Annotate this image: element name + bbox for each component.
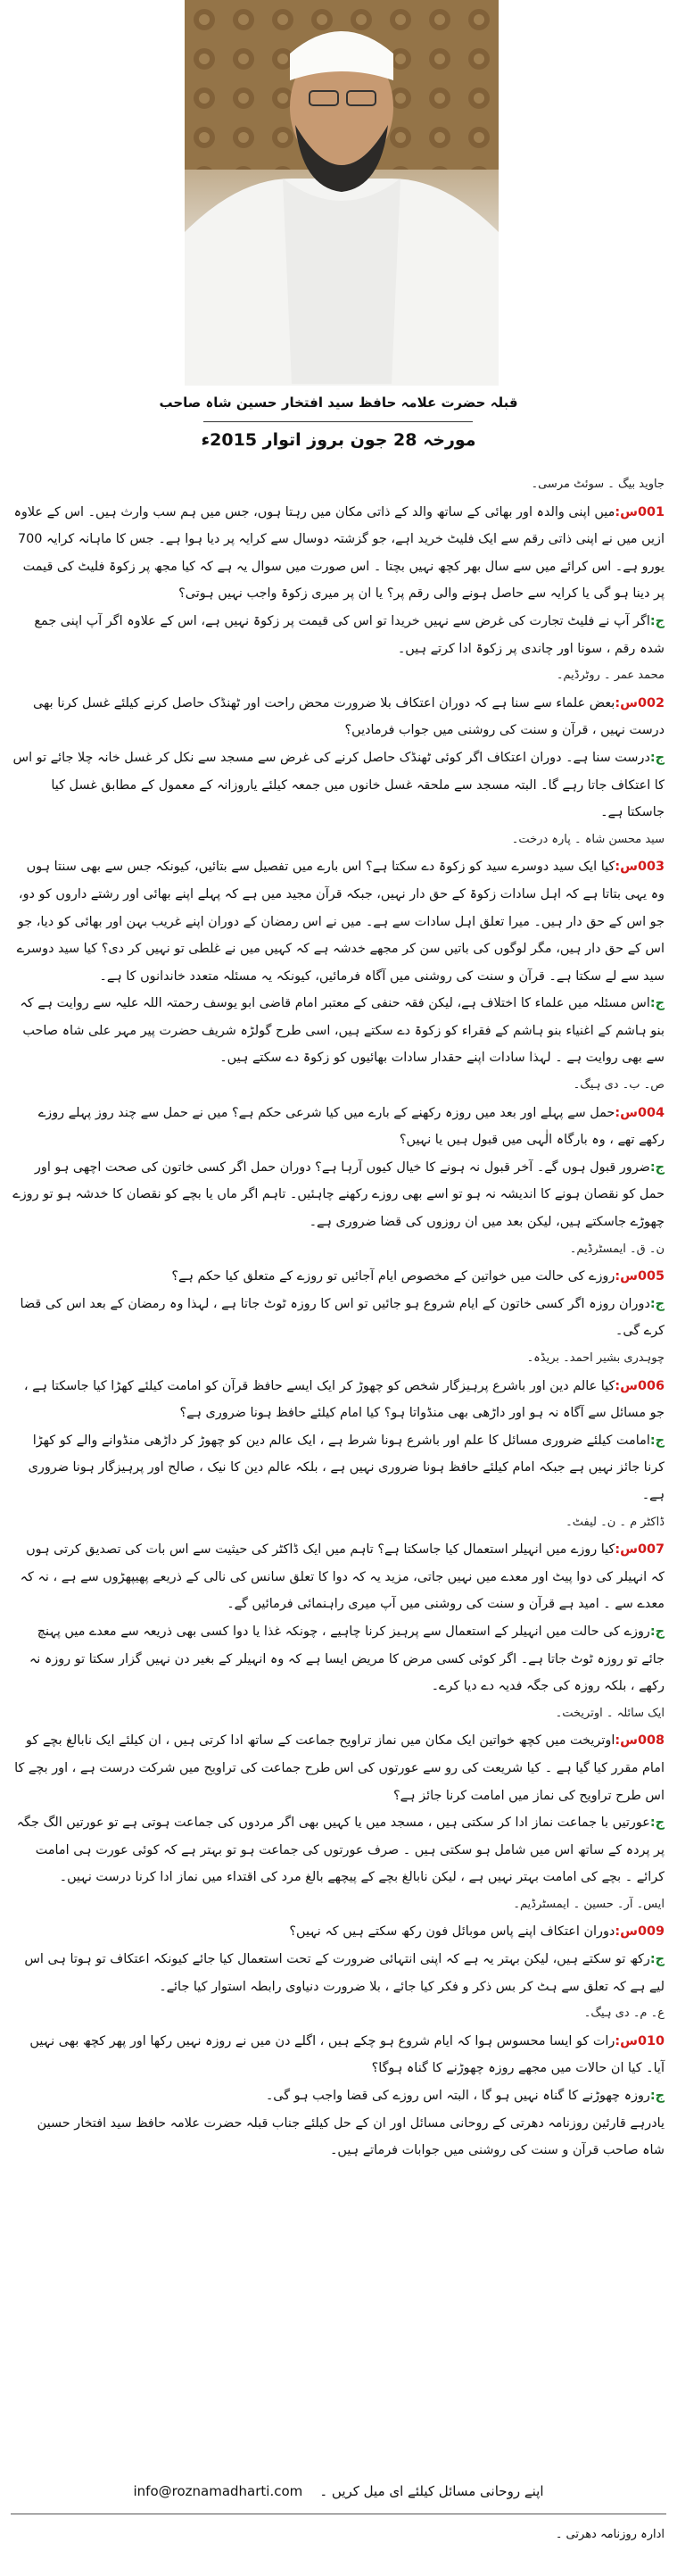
answer-text: ضرور قبول ہوں گے۔ آخر قبول نہ ہونے کا خیال کیوں آرہا ہے؟ دوران حمل اگر کسی خاتون کی صحت اچھی ہو اور حمل کو نقصان ہونے کا اندیشہ نہ ہو تو اسے بھی روزے رکھنے چاہئیں۔ تاہم اگر ماں یا بچے کو نقصان کا خدشہ ہو تو روزے چھوڑے جاسکتے ہیں، لیکن بعد میں ان روزوں کی قضا ضروری ہے۔ <box>12 1159 665 1230</box>
question-paragraph <box>12 1373 665 1427</box>
answer-prefix: ج: <box>649 2089 665 2104</box>
question-paragraph <box>12 1536 665 1618</box>
question-paragraph <box>12 853 665 990</box>
answer-text: امامت کیلئے ضروری مسائل کا علم اور باشرع ہونا شرط ہے ، ایک عالم دین کو چھوڑ کر داڑھی منڈوانے والے کو کھڑا کرنا جائز نہیں ہے جبکہ امام کیلئے حافظ ہونا ضروری نہیں ہے ، بلکہ عالم دین کا نیک ، صالح اور پرہیزگار ہونا ضروری ہے۔ <box>28 1433 665 1502</box>
answer-text: روزہ چھوڑنے کا گناہ نہیں ہو گا ، البتہ اس روزے کی قضا واجب ہو گی۔ <box>265 2089 650 2104</box>
question-number: 006 <box>637 1378 665 1393</box>
question-paragraph <box>12 499 665 608</box>
question-paragraph <box>12 1263 665 1291</box>
answer-text: اس مسئلہ میں علماء کا اختلاف ہے، لیکن فقہ حنفی کے معتبر امام قاضی ابو یوسف رحمتہ اللہ علیہ سے روایت ہے کہ بنو ہاشم کے اغنیاء بنو ہاشم کے فقراء کو زکوۃ دے سکتے ہیں، اسی طرح گولڑہ شریف حضرت پیر مہر علی شاہ صاحب سے بھی روایت ہے ۔ لہذا سادات اپنے حقدار سادات بھائیوں کو زکوۃ دے سکتے ہیں۔ <box>20 996 665 1066</box>
question-text: بعض علماء سے سنا ہے کہ دوران اعتکاف بلا ضرورت محض راحت اور ٹھنڈک حاصل کرنے کیلئے غسل کرنا بھی درست نہیں ، قرآن و سنت کی روشنی میں جواب فرمادیں؟ <box>32 695 665 738</box>
answer-prefix: ج: <box>649 1433 665 1448</box>
closing-note: یادرہے قارئین روزنامہ دھرتی کے روحانی مسائل اور ان کے حل کیلئے جناب قبلہ حضرت علامہ حافظ سید افتخار حسین شاہ صاحب قرآن و سنت کی روشنی میں جوابات فرماتے ہیں۔ <box>37 2115 665 2158</box>
questioner-signature: ڈاکٹر م ۔ ن۔ لیفٹ۔ <box>566 1515 665 1529</box>
answer-prefix: ج: <box>649 1624 665 1639</box>
questioner-signature: ص۔ ب۔ دی ہیگ۔ <box>573 1078 665 1093</box>
questioner-signature: محمد عمر ۔ روٹرڈیم۔ <box>556 669 665 683</box>
question-text: دوران اعتکاف اپنے پاس موبائل فون رکھ سکتے ہیں کہ نہیں؟ <box>289 1924 615 1940</box>
answer-paragraph <box>12 744 665 827</box>
question-text: کیا عالم دین اور باشرع پرہیزگار شخص کو چھوڑ کر ایک ایسے حافظ قرآن کو امامت کیلئے کھڑا کیا جاسکتا ہے ، جو مسائل سے آگاہ نہ ہو اور داڑھی بھی منڈواتا ہو؟ کیا امام کیلئے حافظ ہونا ضروری ہے؟ <box>23 1378 665 1421</box>
publisher-credit: ادارہ روزنامہ دھرتی ۔ <box>555 2528 665 2541</box>
question-text: کیا ایک سید دوسرے سید کو زکوۃ دے سکتا ہے؟ اس بارے میں تفصیل سے بتائیں، کیونکہ جس سے بھی سنتا ہوں وہ یہی بتاتا ہے کہ اہل سادات زکوۃ کے حق دار نہیں، جبکہ قرآن مجید میں ہے کہ پہلے اپنے بھائی اور رشتے داروں کو دو، جو اس کے حق دار ہیں۔ میرا تعلق اہل سادات سے ہے۔ میں نے اس رمضان کے دوران اپنے غریب بہن اور بھائی کو دیا، جو اس کے حق دار ہیں، مگر لوگوں کی باتیں سن کر مجھے خدشہ ہے کہ کہیں میں نے غلطی تو نہیں کر دی؟ کیا سید دوسرے سید سے لے سکتا ہے۔ قرآن و سنت کی روشنی میں آگاہ فرمائیں، کیونکہ یہ مسئلہ متعدد خاندانوں کا ہے۔ <box>16 860 665 984</box>
question-prefix: س: <box>615 504 638 519</box>
answer-text: درست سنا ہے۔ دوران اعتکاف اگر کوئی ٹھنڈک حاصل کرنے کی غرض سے مسجد سے نکل کر غسل خانہ چلا جائے تو اس کا اعتکاف جاتا رہے گا۔ البتہ مسجد سے ملحقہ غسل خانوں میں جمعہ کیلئے یاروزانہ کے معمول کے مطابق غسل کیا جاسکتا ہے۔ <box>12 750 665 820</box>
answer-prefix: ج: <box>649 1952 665 1967</box>
question-number: 001 <box>637 504 665 519</box>
answer-paragraph <box>12 1809 665 1891</box>
answer-paragraph <box>12 2082 665 2110</box>
answer-paragraph <box>12 1154 665 1236</box>
answer-paragraph <box>12 1618 665 1700</box>
question-prefix: س: <box>615 1733 638 1749</box>
question-paragraph <box>12 690 665 744</box>
caption-divider <box>203 421 473 422</box>
portrait-photo <box>185 0 499 386</box>
questioner-signature: ن۔ ق۔ ایمسٹرڈیم۔ <box>569 1242 665 1256</box>
answer-prefix: ج: <box>649 1159 665 1175</box>
questioner-signature: ع۔ م۔ دی ہیگ۔ <box>583 2007 665 2021</box>
questioner-signature: چوہدری بشیر احمد۔ بریڈہ۔ <box>526 1351 665 1365</box>
question-number: 010 <box>637 2033 665 2048</box>
question-number: 004 <box>637 1105 665 1120</box>
question-prefix: س: <box>615 860 638 875</box>
answer-prefix: ج: <box>649 996 665 1011</box>
question-prefix: س: <box>615 1378 638 1393</box>
answer-prefix: ج: <box>649 750 665 765</box>
question-prefix: س: <box>615 695 638 710</box>
answer-text: رکھ تو سکتے ہیں، لیکن بہتر یہ ہے کہ اپنی انتہائی ضرورت کے تحت استعمال کیا جائے کیونکہ اعتکاف تو ہوتا ہی اس لیے ہے کہ تعلق سے ہٹ کر بس ذکر و فکر کیا جائے ، بلا ضرورت دنیاوی رابطہ استوار کیا جائے۔ <box>24 1952 665 1994</box>
portrait-caption: قبلہ حضرت علامہ حافظ سید افتخار حسین شاہ صاحب <box>159 395 518 411</box>
answer-paragraph <box>12 1946 665 2000</box>
question-text: اوتریخت میں کچھ خواتین ایک مکان میں نماز تراویح جماعت کے ساتھ ادا کرتی ہیں ، ان کیلئے ایک نابالغ بچے کو امام مقرر کیا گیا ہے ۔ کیا شریعت کی رو سے عورتوں کی اس طرح جماعت کی تراویح میں شرکت درست ہے ، اور بچے کا اس طرح تراویح کی نماز میں امامت کرنا جائز ہے؟ <box>14 1733 665 1803</box>
answer-text: عورتیں با جماعت نماز ادا کر سکتی ہیں ، مسجد میں یا کہیں بھی اگر مردوں کی جماعت ہوتی ہے تو عورتیں الگ جگہ پر پردہ کے ساتھ اس میں شامل ہو سکتی ہیں ۔ صرف عورتوں کی جماعت ہو تو بہتر ہے کہ کوئی عورت ہی امامت کرائے ۔ بچے کی امامت بہتر نہیں ہے ، لیکن نابالغ بچے کے پیچھے بالغ مرد کی اقتداء میں نماز ادا کرنا درست نہیں۔ <box>16 1816 665 1885</box>
questioner-signature: سید محسن شاہ ۔ پارہ درخت۔ <box>511 832 665 846</box>
question-prefix: س: <box>615 2033 638 2048</box>
email-footer <box>0 2483 677 2499</box>
footer-text: اپنے روحانی مسائل کیلئے ای میل کریں ۔ <box>319 2483 544 2499</box>
question-prefix: س: <box>615 1924 638 1940</box>
question-text: میں اپنی والدہ اور بھائی کے ساتھ والد کے ذاتی مکان میں رہتا ہوں، جس میں ہم سب وارث ہیں۔ اس کے علاوہ ازیں میں نے اپنی ذاتی رقم سے ایک فلیٹ خرید اہے، جو گزشتہ دوسال سے کرایہ پر دیا ہوا ہے۔ جس کا ماہانہ کرایہ 700 یورو ہے۔ اس کرائے میں سے سال بھر کچھ نہیں بچتا ۔ اس صورت میں سوال یہ ہے کہ کیا مجھ پر زکوۃ فلیٹ کی قیمت پر دینا ہو گی یا کرایہ سے حاصل ہونے والی رقم پر؟ یا ان پر میری زکوۃ واجب نہیں ہوتی؟ <box>13 504 665 602</box>
answer-text: اگر آپ نے فلیٹ تجارت کی غرض سے نہیں خریدا تو اس کی قیمت پر زکوۃ نہیں ہے، اس کے علاوہ اگر آپ اپنی جمع شدہ رقم ، سونا اور چاندی پر زکوۃ ادا کرتے ہیں۔ <box>34 613 665 656</box>
answer-paragraph <box>12 1427 665 1509</box>
question-text: حمل سے پہلے اور بعد میں روزہ رکھنے کے بارے میں کیا شرعی حکم ہے؟ میں نے حمل سے چند روز پہلے روزے رکھے تھے ، وہ بارگاہ الٰہی میں قبول ہیں یا نہیں؟ <box>37 1105 665 1148</box>
questioner-signature: ایس۔ آر۔ حسین ۔ ایمسٹرڈیم۔ <box>513 1897 665 1911</box>
question-number: 002 <box>637 695 665 710</box>
question-text: کیا روزے میں انہیلر استعمال کیا جاسکتا ہے؟ تاہم میں ایک ڈاکٹر کی حیثیت سے اس بات کی تصدیق کرتی ہوں کہ انہیلر کی دوا پیٹ اور معدے میں نہیں جاتی، مزید یہ کہ دوا کا تعلق سانس کی نالی کے ذریعے پھیپھڑوں سے ہے ، نہ کہ معدے سے ۔ امید ہے قرآن و سنت کی روشنی میں آپ میری راہنمائی فرمائیں گے۔ <box>20 1542 665 1612</box>
question-paragraph <box>12 2028 665 2082</box>
question-number: 009 <box>637 1924 665 1940</box>
question-paragraph <box>12 1918 665 1946</box>
question-prefix: س: <box>615 1269 638 1284</box>
answer-prefix: ج: <box>649 1296 665 1311</box>
question-paragraph <box>12 1100 665 1154</box>
email-link[interactable]: info@roznamadharti.com <box>133 2483 303 2499</box>
answer-text: روزے کی حالت میں انہیلر کے استعمال سے پرہیز کرنا چاہیے ، چونکہ غذا یا دوا کسی بھی ذریعہ سے معدے میں پہنچ جائے تو روزہ ٹوٹ جاتا ہے۔ اگر کوئی کسی مرض کا مریض ایسا ہے کہ وہ انہیلر کے بغیر دن نہیں گزار سکتا تو روزہ نہ رکھے ، بلکہ روزہ کی جگہ فدیہ دے دیا کرے۔ <box>29 1624 665 1694</box>
question-paragraph <box>12 1727 665 1809</box>
answer-paragraph <box>12 1291 665 1345</box>
question-prefix: س: <box>615 1105 638 1120</box>
question-number: 007 <box>637 1542 665 1558</box>
answer-paragraph <box>12 608 665 662</box>
question-number: 005 <box>637 1269 665 1284</box>
question-prefix: س: <box>615 1542 638 1558</box>
questioner-signature: ایک سائلہ ۔ اوتریخت۔ <box>555 1706 665 1720</box>
portrait-illustration <box>185 0 499 386</box>
question-number: 003 <box>637 860 665 875</box>
answer-paragraph <box>12 990 665 1072</box>
question-text: رات کو ایسا محسوس ہوا کہ ایام شروع ہو چکے ہیں ، اگلے دن میں نے روزہ نہیں رکھا اور پھر کچھ بھی نہیں آیا۔ کیا ان حالات میں مجھے روزہ چھوڑنے کا گناہ ہوگا؟ <box>29 2033 665 2076</box>
answer-prefix: ج: <box>649 613 665 628</box>
answer-text: دوران روزہ اگر کسی خاتون کے ایام شروع ہو جائیں تو اس کا روزہ ٹوٹ جاتا ہے ، لہذا وہ رمضان کے بعد اس کی قضا کرے گی۔ <box>20 1296 665 1339</box>
qa-content <box>12 471 665 2165</box>
article-date: مورخہ 28 جون بروز اتوار 2015ء <box>201 430 476 450</box>
question-number: 008 <box>637 1733 665 1749</box>
question-text: روزے کی حالت میں خواتین کے مخصوص ایام آجائیں تو روزے کے متعلق کیا حکم ہے؟ <box>171 1269 615 1284</box>
questioner-signature: جاوید بیگ ۔ سوئٹ مرسی۔ <box>531 478 665 491</box>
answer-prefix: ج: <box>649 1816 665 1831</box>
